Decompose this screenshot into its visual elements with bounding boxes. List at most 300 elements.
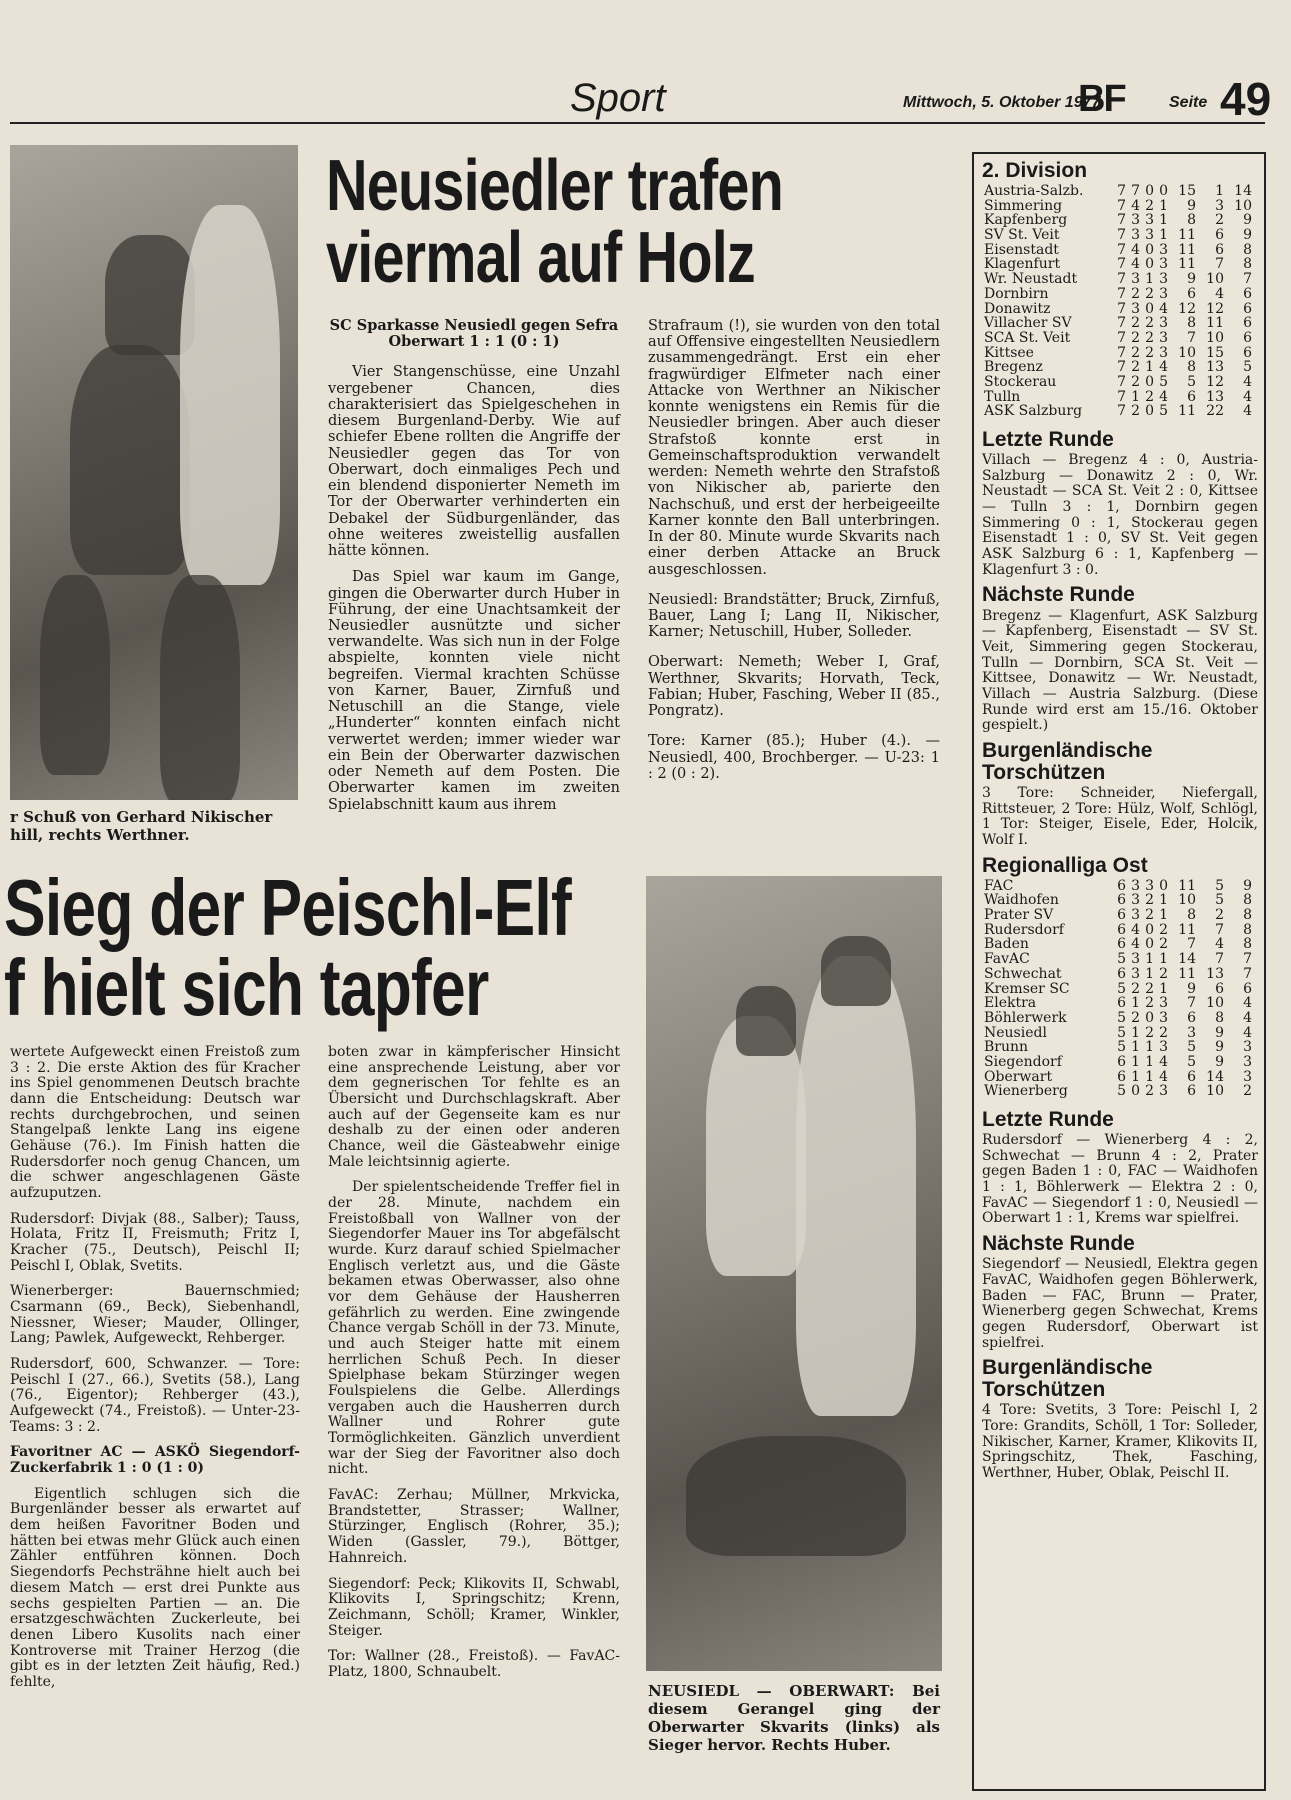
stat-cell: 6: [1117, 1053, 1126, 1070]
photo-neusiedl-oberwart: [646, 876, 942, 1671]
stat-cell: 13: [1206, 965, 1224, 982]
stat-cell: 4: [1159, 1053, 1168, 1070]
stat-cell: 6: [1187, 285, 1196, 302]
stat-cell: 6: [1117, 907, 1126, 924]
stat-cell: 6: [1243, 315, 1252, 332]
table-row: [982, 404, 1254, 419]
stat-cell: 1: [1215, 183, 1224, 200]
table-row: [982, 1040, 1254, 1055]
stat-cell: 4: [1131, 936, 1140, 953]
stat-cell: 2: [1243, 1083, 1252, 1100]
stat-cell: 13: [1206, 388, 1224, 405]
stat-cell: 2: [1131, 285, 1140, 302]
stat-cell: 7: [1117, 344, 1126, 361]
table-row: [982, 375, 1254, 390]
team-name: Rudersdorf: [984, 921, 1064, 938]
letzte-runde-1-title: Letzte Runde: [982, 428, 1114, 452]
stat-cell: 7: [1117, 388, 1126, 405]
letzte-runde-2-text: Rudersdorf — Wienerberg 4 : 2, Schwechat — Brunn 4 : 2, Prater gegen Baden 1 : 0, FAC — Waidhofen 1 : 1, Böhlerwerk — Elektra 2 : 0, FavAC — Siegendorf 1 : 0, Neusiedl — Oberwart 1 : 1, Krems war spielfrei.: [982, 1132, 1258, 1227]
stat-cell: 3: [1159, 1039, 1168, 1056]
stat-cell: 1: [1131, 1039, 1140, 1056]
stat-cell: 8: [1243, 936, 1252, 953]
stat-cell: 2: [1131, 403, 1140, 420]
stat-cell: 7: [1215, 921, 1224, 938]
stat-cell: 11: [1178, 241, 1196, 258]
stat-cell: 6: [1243, 344, 1252, 361]
stat-cell: 6: [1117, 1068, 1126, 1085]
stat-cell: 1: [1131, 388, 1140, 405]
article1-subhead: SC Sparkasse Neusiedl gegen Sefra Oberwart 1 : 1 (0 : 1): [329, 317, 619, 351]
stat-cell: 3: [1145, 877, 1154, 894]
stat-cell: 11: [1178, 227, 1196, 244]
stat-cell: 8: [1243, 241, 1252, 258]
team-name: Kapfenberg: [984, 212, 1068, 229]
article2-para-a3: Wienerberger: Bauernschmied; Csarmann (69., Beck), Siebenhandl, Niessner, Wieser; Mauder, Ollinger, Lang; Pawlek, Aufgeweckt, Rehberger.: [10, 1283, 300, 1347]
stat-cell: 0: [1145, 256, 1154, 273]
stat-cell: 4: [1215, 936, 1224, 953]
stat-cell: 6: [1243, 300, 1252, 317]
stat-cell: 2: [1159, 1024, 1168, 1041]
stat-cell: 0: [1145, 921, 1154, 938]
table-row: [982, 243, 1254, 258]
team-name: Dornbirn: [984, 285, 1049, 302]
table-row: [982, 1070, 1254, 1085]
stat-cell: 12: [1178, 300, 1196, 317]
team-name: Elektra: [984, 995, 1037, 1012]
team-name: Tulln: [984, 388, 1021, 405]
stat-cell: 3: [1243, 1039, 1252, 1056]
stat-cell: 2: [1215, 907, 1224, 924]
table-row: [982, 302, 1254, 317]
stat-cell: 4: [1243, 1024, 1252, 1041]
stat-cell: 1: [1159, 892, 1168, 909]
team-name: FavAC: [984, 951, 1030, 968]
team-name: Simmering: [984, 197, 1063, 214]
stat-cell: 3: [1145, 227, 1154, 244]
stat-cell: 1: [1159, 212, 1168, 229]
stat-cell: 3: [1131, 212, 1140, 229]
stat-cell: 0: [1145, 1009, 1154, 1026]
team-name: Eisenstadt: [984, 241, 1059, 258]
stat-cell: 0: [1145, 403, 1154, 420]
stat-cell: 11: [1178, 921, 1196, 938]
stat-cell: 2: [1145, 329, 1154, 346]
stat-cell: 6: [1117, 965, 1126, 982]
table-row: [982, 199, 1254, 214]
article1-lineup-neusiedl: Neusiedl: Brandstätter; Bruck, Zirnfuß, Bauer, Lang I; Lang II, Nikischer, Karner; Netuschill, Huber, Solleder.: [648, 591, 940, 641]
stat-cell: 5: [1159, 373, 1168, 390]
stat-cell: 1: [1145, 271, 1154, 288]
stat-cell: 14: [1206, 1068, 1224, 1085]
stat-cell: 1: [1159, 907, 1168, 924]
team-name: Wr. Neustadt: [984, 271, 1078, 288]
photo-caption-2: NEUSIEDL — OBERWART: Bei diesem Gerangel ging der Oberwarter Skvarits (links) als Sieger hervor. Rechts Huber.: [648, 1682, 940, 1754]
team-name: SV St. Veit: [984, 227, 1060, 244]
article2-para-a1: wertete Aufgeweckt einen Freistoß zum 3 : 2. Die erste Aktion des für Kracher ins Spiel genommenen Deutsch brachte dann die Entscheidung: Deutsch war rechts durchgebrochen, und seinen Stangelpaß lenkte Lang ins eigene Gehäuse (76.). Im Finish hatten die Rudersdorfer noch genug Chancen, um die schwer angeschlagenen Gäste aufzuputzen.: [10, 1044, 300, 1202]
team-name: Baden: [984, 936, 1029, 953]
stat-cell: 5: [1117, 1024, 1126, 1041]
team-name: Villacher SV: [984, 315, 1072, 332]
regionalliga-title: Regionalliga Ost: [982, 853, 1148, 877]
article1-para2: Das Spiel war kaum im Gange, gingen die Oberwarter durch Huber in Führung, der eine Unachtsamkeit der Neusiedler ausnützte und sicher verwandelte. Was sich nun in der Folge abspielte, konnten viele nicht begreifen. Viermal krachten Schüsse von Karner, Bauer, Zirnfuß und Netuschill an die Stange, viele „Hunderter“ konnten einfach nicht verwertet werden; immer wieder war ein Bein der Oberwarter dazwischen oder Nemeth auf dem Posten. Die Oberwarter kamen im zweiten Spielabschnitt kaum aus ihrem: [328, 569, 620, 813]
stat-cell: 6: [1215, 227, 1224, 244]
stat-cell: 3: [1159, 285, 1168, 302]
stat-cell: 2: [1215, 212, 1224, 229]
table-row: [982, 390, 1254, 405]
stat-cell: 1: [1131, 995, 1140, 1012]
stat-cell: 9: [1215, 1039, 1224, 1056]
stat-cell: 3: [1187, 1024, 1196, 1041]
torschuetzen-1-title: Burgenländische Torschützen: [982, 738, 1153, 784]
table-row: [982, 982, 1254, 997]
stat-cell: 2: [1145, 980, 1154, 997]
stat-cell: 8: [1215, 1009, 1224, 1026]
stat-cell: 7: [1243, 271, 1252, 288]
team-name: Kremser SC: [984, 980, 1070, 997]
stat-cell: 9: [1243, 877, 1252, 894]
stat-cell: 3: [1159, 1083, 1168, 1100]
table-row: [982, 923, 1254, 938]
stat-cell: 9: [1243, 212, 1252, 229]
stat-cell: 3: [1131, 271, 1140, 288]
table-row: [982, 184, 1254, 199]
stat-cell: 8: [1243, 892, 1252, 909]
stat-cell: 6: [1215, 980, 1224, 997]
naechste-runde-1-title: Nächste Runde: [982, 583, 1135, 607]
table-row: [982, 346, 1254, 361]
stat-cell: 5: [1117, 1009, 1126, 1026]
article2-para-a2: Rudersdorf: Divjak (88., Salber); Tauss, Holata, Fritz II, Freismuth; Fritz I, Kracher (75., Deutsch), Peischl II; Peischl I, Oblak, Svetits.: [10, 1210, 300, 1274]
stat-cell: 7: [1117, 373, 1126, 390]
stat-cell: 11: [1178, 256, 1196, 273]
table-row: [982, 228, 1254, 243]
stat-cell: 4: [1131, 921, 1140, 938]
article1-lineup-oberwart: Oberwart: Nemeth; Weber I, Graf, Werthner, Skvarits; Horvath, Teck, Fabian; Huber, Fasching, Weber II (85., Pongratz).: [648, 654, 940, 720]
stat-cell: 10: [1206, 1083, 1224, 1100]
stat-cell: 2: [1131, 329, 1140, 346]
letzte-runde-2-title: Letzte Runde: [982, 1108, 1114, 1132]
stat-cell: 11: [1178, 965, 1196, 982]
stat-cell: 6: [1187, 1068, 1196, 1085]
article1-para3: Strafraum (!), sie wurden von den total auf Offensive eingestellten Neusiedlern zusammengedrängt. Erst ein eher fragwürdiger Elfmeter nach einer Attacke von Werthner an Nikischer konnte wenigstens ein Remis für die Neusiedler bringen. Aber auch dieser Strafstoß konnte erst in Gemeinschaftsproduktion verwandelt werden: Nemeth wehrte den Strafstoß von Nikischer ab, parierte den Nachschuß, und erst der herbeigeeilte Karner konnte den Ball unterbringen. In der 80. Minute wurde Skvarits nach einer derben Attacke an Bruck ausgeschlossen.: [648, 318, 940, 578]
stat-cell: 10: [1234, 197, 1252, 214]
team-name: Kittsee: [984, 344, 1034, 361]
stat-cell: 6: [1243, 329, 1252, 346]
table-row: [982, 879, 1254, 894]
stat-cell: 11: [1178, 877, 1196, 894]
headline-neusiedler: Neusiedler trafen viermal auf Holz: [326, 146, 783, 298]
team-name: Schwechat: [984, 965, 1062, 982]
stat-cell: 0: [1159, 877, 1168, 894]
stat-cell: 3: [1215, 197, 1224, 214]
stat-cell: 2: [1131, 1009, 1140, 1026]
stat-cell: 2: [1131, 373, 1140, 390]
stat-cell: 7: [1117, 183, 1126, 200]
stat-cell: 5: [1117, 1083, 1126, 1100]
stat-cell: 2: [1145, 344, 1154, 361]
stat-cell: 3: [1131, 907, 1140, 924]
table-row: [982, 316, 1254, 331]
stat-cell: 6: [1117, 877, 1126, 894]
stat-cell: 5: [1187, 1053, 1196, 1070]
stat-cell: 12: [1206, 300, 1224, 317]
stat-cell: 3: [1159, 315, 1168, 332]
article2-para-b4: Siegendorf: Peck; Klikovits II, Schwabl, Klikovits I, Springschitz; Krenn, Zeichmann, Schöll; Kramer, Winkler, Steiger.: [328, 1575, 620, 1639]
naechste-runde-2-text: Siegendorf — Neusiedl, Elektra gegen FavAC, Waidhofen gegen Böhlerwerk, Baden — FAC, Brunn — Prater, Wienerberg gegen Schwechat, Krems gegen Rudersdorf, Oberwart ist spielfrei.: [982, 1256, 1258, 1351]
stat-cell: 5: [1187, 1039, 1196, 1056]
table-row: [982, 1026, 1254, 1041]
stat-cell: 5: [1117, 1039, 1126, 1056]
stat-cell: 9: [1215, 1024, 1224, 1041]
stat-cell: 2: [1145, 285, 1154, 302]
stat-cell: 11: [1206, 315, 1224, 332]
table-row: [982, 937, 1254, 952]
team-name: ASK Salzburg: [984, 403, 1083, 420]
team-name: Neusiedl: [984, 1024, 1047, 1041]
naechste-runde-2-title: Nächste Runde: [982, 1232, 1135, 1256]
table-row: [982, 967, 1254, 982]
stat-cell: 8: [1187, 315, 1196, 332]
stat-cell: 2: [1159, 936, 1168, 953]
stat-cell: 2: [1159, 921, 1168, 938]
stat-cell: 14: [1178, 951, 1196, 968]
stat-cell: 1: [1131, 1024, 1140, 1041]
table-row: [982, 331, 1254, 346]
stat-cell: 1: [1131, 1053, 1140, 1070]
article2-para-b1: boten zwar in kämpferischer Hinsicht eine ansprechende Leistung, aber vor dem gegnerischen Tor fehlte es an Übersicht und Durchschlagskraft. Aber auch auf der Gegenseite kam es nur deshalb zu der einen oder anderen Chance, weil die Gästeabwehr einige Male leichtsinnig agierte.: [328, 1044, 620, 1170]
team-name: Austria-Salzb.: [984, 183, 1084, 200]
stat-cell: 3: [1131, 227, 1140, 244]
stat-cell: 7: [1243, 951, 1252, 968]
stat-cell: 7: [1117, 285, 1126, 302]
stat-cell: 2: [1145, 1024, 1154, 1041]
stat-cell: 4: [1131, 241, 1140, 258]
stat-cell: 1: [1145, 1068, 1154, 1085]
table-row: [982, 1055, 1254, 1070]
stat-cell: 9: [1243, 227, 1252, 244]
table-row: [982, 908, 1254, 923]
stat-cell: 5: [1117, 980, 1126, 997]
stat-cell: 3: [1243, 1053, 1252, 1070]
stat-cell: 7: [1117, 403, 1126, 420]
regionalliga-table: [982, 879, 1254, 1099]
stat-cell: 14: [1234, 183, 1252, 200]
table-row: [982, 287, 1254, 302]
stat-cell: 7: [1187, 936, 1196, 953]
team-name: Bregenz: [984, 359, 1043, 376]
brand-logo: BF: [1078, 78, 1125, 120]
stat-cell: 4: [1243, 995, 1252, 1012]
stat-cell: 5: [1159, 403, 1168, 420]
stat-cell: 8: [1243, 256, 1252, 273]
stat-cell: 8: [1187, 359, 1196, 376]
stat-cell: 0: [1159, 183, 1168, 200]
article2-para-a5: Eigentlich schlugen sich die Burgenländer besser als erwartet auf dem heißen Favoritner Boden und hätten bei etwas mehr Glück auch einen Zähler entführen können. Doch Siegendorfs Pechsträhne hielt auch bei diesem Match — erst drei Punkte aus sechs gespielten Partien — an. Die ersatzgeschwächten Zuckerleute, bei denen Libero Kusolits nach einer Kontroverse mit Trainer Herzog (die gibt es in der letzten Zeit häufig, Red.) fehlte,: [10, 1485, 300, 1690]
stat-cell: 2: [1145, 892, 1154, 909]
stat-cell: 7: [1243, 965, 1252, 982]
stat-cell: 0: [1145, 183, 1154, 200]
stat-cell: 8: [1187, 212, 1196, 229]
stat-cell: 10: [1178, 892, 1196, 909]
naechste-runde-1-text: Bregenz — Klagenfurt, ASK Salzburg — Kapfenberg, Eisenstadt — SV St. Veit, Simmering gegen Stockerau, Tulln — Dornbirn, SCA St. Veit — Kittsee, Donawitz — Wr. Neustadt, Villach — Austria Salzburg. (Diese Runde wird erst am 15./16. Oktober gespielt.): [982, 607, 1258, 734]
article2-para-b2: Der spielentscheidende Treffer fiel in der 28. Minute, nachdem ein Freistoßball von Wallner von der Siegendorfer Mauer ins Tor abgefälscht wurde. Kurz darauf schied Spielmacher Englisch verletzt aus, und die Gäste bekamen etwas Oberwasser, also ohne vor dem Gehäuse der Hausherren gefährlich zu werden. Eine zwingende Chance vergab Schöll in der 73. Minute, und auch Steiger hatte mit einem herrlichen Schuß Pech. In dieser Spielphase bekam Stürzinger wegen Foulspielens die Gelbe. Allerdings vergaben auch die Hausherren durch Wallner und Rohrer gute Tormöglichkeiten. Gänzlich unverdient war der Sieg der Favoritner also doch nicht.: [328, 1179, 620, 1478]
stat-cell: 6: [1187, 1083, 1196, 1100]
headline-peischl: Sieg der Peischl-Elf f hielt sich tapfer: [4, 863, 571, 1032]
stat-cell: 8: [1187, 907, 1196, 924]
stat-cell: 7: [1117, 300, 1126, 317]
stat-cell: 7: [1117, 329, 1126, 346]
article2-para-b3: FavAC: Zerhau; Müllner, Mrkvicka, Brandstetter, Strasser; Wallner, Stürzinger, Englisch (Rohrer, 35.); Widen (Gassler, 79.), Böttger, Hahnreich.: [328, 1487, 620, 1566]
stat-cell: 6: [1187, 388, 1196, 405]
table-row: [982, 213, 1254, 228]
stat-cell: 0: [1145, 373, 1154, 390]
stat-cell: 3: [1131, 877, 1140, 894]
page-number: 49: [1220, 73, 1272, 125]
stat-cell: 6: [1117, 936, 1126, 953]
masthead: [10, 70, 1272, 125]
stat-cell: 3: [1159, 995, 1168, 1012]
stat-cell: 3: [1159, 256, 1168, 273]
stat-cell: 5: [1215, 892, 1224, 909]
stat-cell: 1: [1145, 359, 1154, 376]
team-name: Stockerau: [984, 373, 1057, 390]
stat-cell: 6: [1117, 892, 1126, 909]
torschuetzen-2-text: 4 Tore: Svetits, 3 Tore: Peischl I, 2 Tore: Grandits, Schöll, 1 Tor: Solleder, Nikischer, Karner, Kramer, Klikovits II, Springschitz, Thek, Fasching, Werthner, Huber, Oblak, Peischl II.: [982, 1402, 1258, 1481]
stat-cell: 2: [1131, 980, 1140, 997]
stat-cell: 7: [1187, 329, 1196, 346]
stat-cell: 3: [1131, 951, 1140, 968]
div2-table: [982, 184, 1254, 419]
stat-cell: 10: [1178, 344, 1196, 361]
stat-cell: 3: [1159, 329, 1168, 346]
stat-cell: 9: [1187, 980, 1196, 997]
stat-cell: 4: [1131, 256, 1140, 273]
stat-cell: 7: [1117, 212, 1126, 229]
stat-cell: 12: [1206, 373, 1224, 390]
photo-caption-1: r Schuß von Gerhard Nikischer hill, rechts Werthner.: [10, 808, 273, 844]
stat-cell: 0: [1131, 1083, 1140, 1100]
stat-cell: 6: [1117, 921, 1126, 938]
stat-cell: 4: [1243, 388, 1252, 405]
table-row: [982, 257, 1254, 272]
team-name: FAC: [984, 877, 1014, 894]
stat-cell: 1: [1145, 1039, 1154, 1056]
team-name: Klagenfurt: [984, 256, 1061, 273]
stat-cell: 1: [1159, 951, 1168, 968]
stat-cell: 1: [1131, 1068, 1140, 1085]
team-name: Waidhofen: [984, 892, 1059, 909]
article2-subhead: Favoritner AC — ASKÖ Siegendorf-Zuckerfabrik 1 : 0 (1 : 0): [10, 1444, 300, 1477]
team-name: Prater SV: [984, 907, 1054, 924]
stat-cell: 10: [1206, 271, 1224, 288]
article1-para1: Vier Stangenschüsse, eine Unzahl vergebener Chancen, dies charakterisiert das Spielgeschehen in diesem Burgenland-Derby. Wie auf schiefer Ebene rollten die Angriffe der Neusiedler gegen das Tor von Oberwart, doch einmaliges Pech und ein blendend disponierter Nemeth im Tor der Oberwarter verhinderten ein Debakel der Südburgenländer, das ohne weiteres zweistellig ausfallen hätte können.: [328, 364, 620, 560]
table-row: [982, 1084, 1254, 1099]
stat-cell: 4: [1243, 373, 1252, 390]
stat-cell: 6: [1243, 980, 1252, 997]
stat-cell: 8: [1243, 921, 1252, 938]
stat-cell: 5: [1243, 359, 1252, 376]
stat-cell: 5: [1117, 951, 1126, 968]
stat-cell: 2: [1145, 388, 1154, 405]
photo-nikischer-werthner: [10, 145, 298, 800]
stat-cell: 4: [1159, 1068, 1168, 1085]
stat-cell: 2: [1131, 359, 1140, 376]
stat-cell: 2: [1145, 1083, 1154, 1100]
stat-cell: 4: [1131, 197, 1140, 214]
section-title: Sport: [570, 76, 666, 120]
stat-cell: 3: [1243, 1068, 1252, 1085]
stat-cell: 8: [1243, 907, 1252, 924]
article2-column-b: [328, 1045, 620, 1691]
table-row: [982, 360, 1254, 375]
stat-cell: 2: [1145, 197, 1154, 214]
stat-cell: 2: [1131, 315, 1140, 332]
stat-cell: 7: [1187, 995, 1196, 1012]
stat-cell: 3: [1159, 241, 1168, 258]
stat-cell: 6: [1117, 995, 1126, 1012]
stat-cell: 1: [1145, 965, 1154, 982]
stat-cell: 7: [1117, 271, 1126, 288]
stat-cell: 2: [1159, 965, 1168, 982]
stat-cell: 3: [1131, 300, 1140, 317]
div2-title: 2. Division: [982, 159, 1088, 182]
stat-cell: 4: [1243, 1009, 1252, 1026]
table-row: [982, 1011, 1254, 1026]
stat-cell: 6: [1215, 241, 1224, 258]
stat-cell: 6: [1243, 285, 1252, 302]
article2-para-a4: Rudersdorf, 600, Schwanzer. — Tore: Peischl I (27., 66.), Svetits (58.), Lang (76., Eigentor); Rehberger (43.), Aufgeweckt (74., Freistoß). — Unter-23-Teams: 3 : 2.: [10, 1356, 300, 1435]
table-row: [982, 893, 1254, 908]
team-name: Oberwart: [984, 1068, 1053, 1085]
stat-cell: 3: [1131, 892, 1140, 909]
stat-cell: 3: [1131, 965, 1140, 982]
stat-cell: 7: [1117, 359, 1126, 376]
torschuetzen-1-text: 3 Tore: Schneider, Niefergall, Rittsteuer, 2 Tore: Hülz, Wolf, Schlögl, 1 Tor: Steiger, Eisele, Eder, Holcik, Wolf I.: [982, 784, 1258, 848]
stat-cell: 7: [1117, 227, 1126, 244]
stat-cell: 4: [1215, 285, 1224, 302]
standings-sidebar: [972, 152, 1266, 1791]
stat-cell: 7: [1117, 315, 1126, 332]
issue-date: Mittwoch, 5. Oktober 1977: [903, 94, 1101, 111]
article1-tore: Tore: Karner (85.); Huber (4.). — Neusiedl, 400, Brochberger. — U-23: 1 : 2 (0 : 2).: [648, 733, 940, 782]
table-row: [982, 996, 1254, 1011]
stat-cell: 1: [1145, 1053, 1154, 1070]
stat-cell: 1: [1159, 197, 1168, 214]
stat-cell: 4: [1159, 388, 1168, 405]
stat-cell: 5: [1215, 877, 1224, 894]
stat-cell: 4: [1243, 403, 1252, 420]
article1-column-2: [648, 318, 940, 792]
stat-cell: 9: [1187, 271, 1196, 288]
stat-cell: 0: [1145, 300, 1154, 317]
team-name: Siegendorf: [984, 1053, 1062, 1070]
stat-cell: 0: [1145, 936, 1154, 953]
stat-cell: 22: [1206, 403, 1224, 420]
stat-cell: 7: [1117, 241, 1126, 258]
stat-cell: 1: [1145, 951, 1154, 968]
team-name: SCA St. Veit: [984, 329, 1071, 346]
torschuetzen-2-title: Burgenländische Torschützen: [982, 1356, 1153, 1402]
stat-cell: 3: [1159, 1009, 1168, 1026]
letzte-runde-1-text: Villach — Bregenz 4 : 0, Austria-Salzburg — Donawitz 2 : 0, Wr. Neustadt — SCA St. Veit 2 : 0, Kittsee — Tulln 3 : 1, Dornbirn gegen Simmering 0 : 1, Stockerau gegen Eisenstadt 1 : 0, SV St. Veit gegen ASK Salzburg 6 : 1, Kapfenberg — Klagenfurt 3 : 0.: [982, 452, 1258, 578]
stat-cell: 2: [1145, 995, 1154, 1012]
article2-column-a: [10, 1045, 300, 1701]
stat-cell: 7: [1117, 197, 1126, 214]
table-row: [982, 272, 1254, 287]
stat-cell: 15: [1206, 344, 1224, 361]
stat-cell: 4: [1159, 359, 1168, 376]
stat-cell: 3: [1159, 271, 1168, 288]
